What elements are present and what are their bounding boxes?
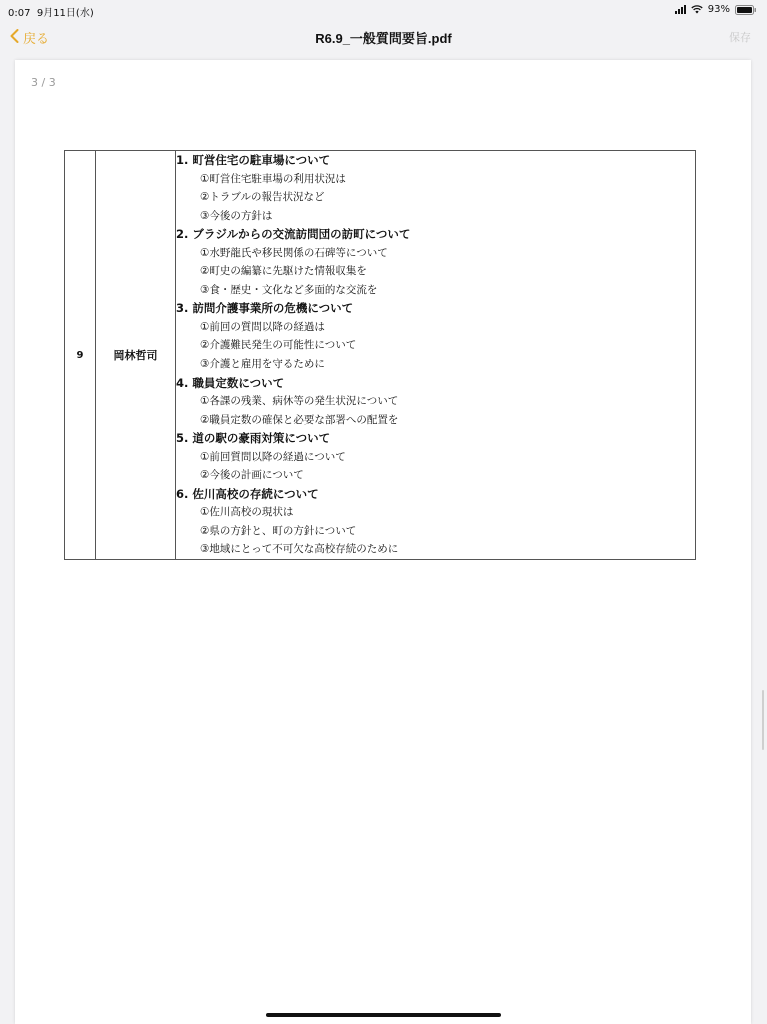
topic-item: ①前回の質問以降の経過は [200, 320, 325, 333]
topic-title: 5. 道の駅の豪雨対策について [176, 431, 331, 446]
topic-title: 2. ブラジルからの交流訪問団の訪町について [176, 227, 411, 242]
pdf-page [15, 60, 751, 1024]
topic-item: ②職員定数の確保と必要な部署への配置を [200, 413, 399, 426]
topic-item: ③介護と雇用を守るために [200, 358, 325, 371]
topic-item: ②町史の編纂に先駆けた情報収集を [200, 265, 367, 278]
save-button[interactable]: 保存 [729, 31, 751, 44]
battery-percent: 93% [707, 4, 730, 15]
topic-item: ②トラブルの報告状況など [200, 191, 325, 204]
topic-item: ③地域にとって不可欠な高校存続のために [200, 543, 399, 556]
topic-item: ①町営住宅駐車場の利用状況は [200, 172, 346, 185]
topic-item: ③今後の方針は [200, 209, 273, 222]
topic-item: ①佐川高校の現状は [200, 506, 294, 519]
topic-title: 1. 町営住宅の駐車場について [176, 153, 331, 167]
status-clock: 0:07 [8, 8, 31, 19]
scrollbar[interactable] [762, 690, 764, 750]
cellular-signal-icon [675, 5, 686, 14]
battery-icon [735, 5, 757, 15]
question-table [64, 150, 696, 560]
topic-item: ②今後の計画について [200, 469, 304, 482]
topic-title: 3. 訪問介護事業所の危機について [176, 301, 354, 316]
status-time [8, 4, 94, 19]
topic-title: 6. 佐川高校の存続について [176, 486, 319, 501]
document-title: R6.9_一般質問要旨.pdf [315, 31, 452, 46]
page-indicator: 3 / 3 [31, 76, 56, 89]
topic-item: ③食・歴史・文化など多面的な交流を [200, 283, 378, 296]
topic-item: ①各課の残業、病休等の発生状況について [200, 395, 399, 408]
member-name: 岡林哲司 [96, 151, 176, 560]
nav-bar [0, 20, 767, 56]
status-indicators [675, 4, 757, 15]
home-indicator[interactable] [266, 1013, 501, 1017]
topic-title: 4. 職員定数について [176, 375, 285, 390]
question-content [176, 151, 696, 560]
back-label: 戻る [23, 32, 50, 47]
wifi-icon [691, 5, 703, 14]
question-number: 9 [65, 151, 96, 560]
topic-item: ②介護難民発生の可能性について [200, 339, 357, 352]
topic-item: ①前回質問以降の経過について [200, 450, 346, 463]
table-row [65, 151, 696, 560]
status-date: 9月11日(水) [36, 8, 94, 19]
topic-item: ②県の方針と、町の方針について [200, 524, 357, 537]
status-bar [0, 0, 767, 20]
topic-item: ①水野龍氏や移民関係の石碑等について [200, 246, 388, 259]
